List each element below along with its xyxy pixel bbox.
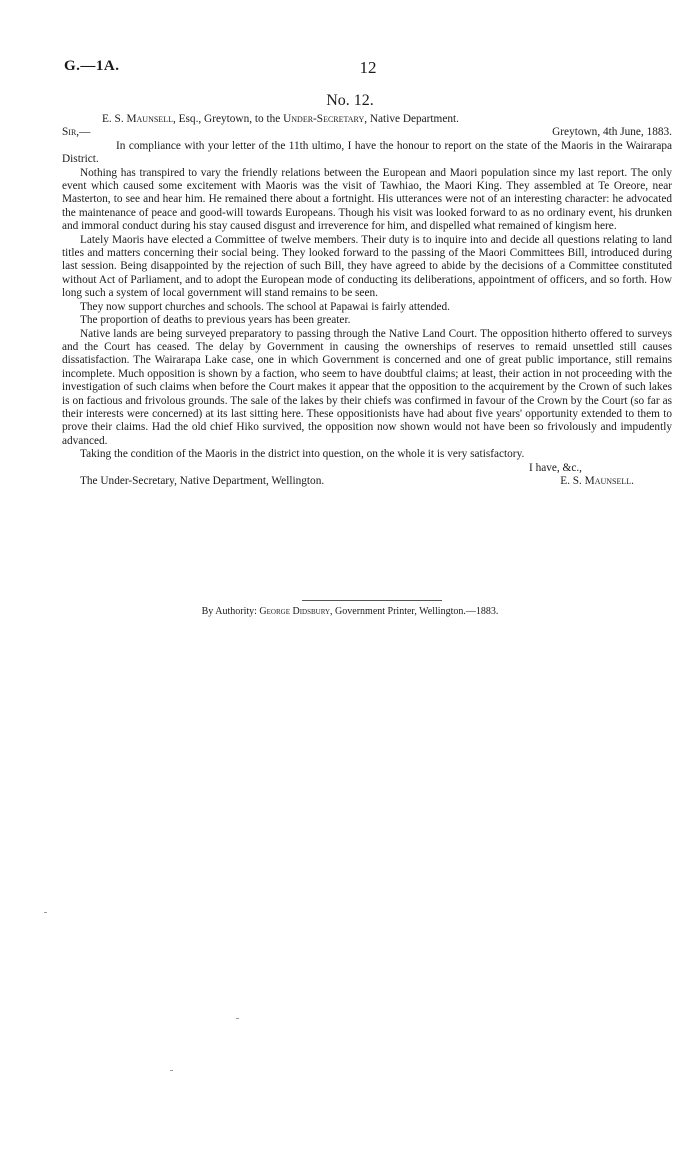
paragraph: Nothing has transpired to vary the friendly relations between the European and Maori population since my last report. The only event which caused some excitement with Maoris was the visit of Tawhiao, the Maori King. They assembled at Te Oreore, near Masterton, to see and hear him. He remained there about a fortnight. His utterances were not of an interesting character: he advocated the maintenance of peace and good-will towards Europeans. Though his visit was looked forward to as no ordinary event, his drunken and immoral conduct during his stay caused disgust and irreverence for him, and dispelled what remained of kingism here. [62,166,672,233]
closing-formula: I have, &c., [528,461,582,474]
imprint-prefix: By Authority: [201,606,260,617]
signature: E. S. Maunsell. [560,474,634,487]
sender-name: E. S. Maunsell [102,113,173,125]
imprint [0,606,700,617]
recipient-title: Under-Secretary [283,113,365,125]
addressee: The Under-Secretary, Native Department, Wellington. [80,474,325,487]
closing-paragraph [62,448,672,461]
scan-speck [44,912,47,913]
page-number: 12 [359,58,377,77]
paragraph: In compliance with your letter of the 11th ultimo, I have the honour to report on the state of the Maoris in the Wairarapa District. [62,139,672,166]
printer-name: George Didsbury [259,606,331,617]
scan-speck [236,1018,239,1019]
paragraph: Native lands are being surveyed preparatory to passing through the Native Land Court. The opposition hitherto offered to surveys and the Court has ceased. The delay by Government in causing the ownerships of reserves to remaid unsettled still causes dissatisfaction. The Wairarapa Lake case, one in which Government is concerned and one of great public importance, still remains incomplete. Much opposition is shown by a faction, who seem to have doubtful claims; at least, their action in not proceeding with the investigation of such claims when before the Court makes it appear that the opposition to the acquirement by the Crown of such lakes is on factious and frivolous grounds. The sale of the lakes by their chiefs was confirmed in favour of the Crown by the Court (so far as their interests were concerned) at its last sitting here. These oppositionists have had about five years' opportunity extended to them to prove their claims. Had the old chief Hiko survived, the opposition now shown would not have been so frivolously and impudently advanced. [62,327,672,447]
letter-number: No. 12. [326,92,374,109]
document-reference: G.—1A. [64,58,120,74]
addressee-row [62,475,672,488]
paragraph: Lately Maoris have elected a Committee of twelve members. Their duty is to inquire into and decide all questions relating to land titles and matters concerning their social being. They looked forward to the passing of the Maori Committees Bill, introduced during last session. Being disappointed by the rejection of such Bill, they have agreed to abide by the decisions of a Committee constituted without Act of Parliament, and to adopt the European mode of conducting its deliberations, appointment of officers, and so forth. How long such a system of local government will stand remains to be seen. [62,233,672,300]
imprint-rule [302,600,442,601]
paragraph: The proportion of deaths to previous years has been greater. [80,314,351,327]
paragraph: They now support churches and schools. The school at Papawai is fairly attended. [80,300,450,313]
recipient-rest: , Native Department. [364,113,459,125]
letter-body [62,113,672,488]
closing-text: Taking the condition of the Maoris in the district into question, on the whole it is very satisfactory. [80,448,525,461]
letter-heading [62,113,672,126]
closing-formula-row [62,462,672,475]
sender-rest: , Esq., Greytown, to the [172,113,284,125]
scan-speck [170,1070,173,1071]
place-date: Greytown, 4th June, 1883. [552,126,672,139]
salutation: Sir,— [62,126,91,139]
imprint-suffix: , Government Printer, Wellington.—1883. [330,606,499,617]
running-head [64,58,672,80]
salutation-row [62,126,672,139]
